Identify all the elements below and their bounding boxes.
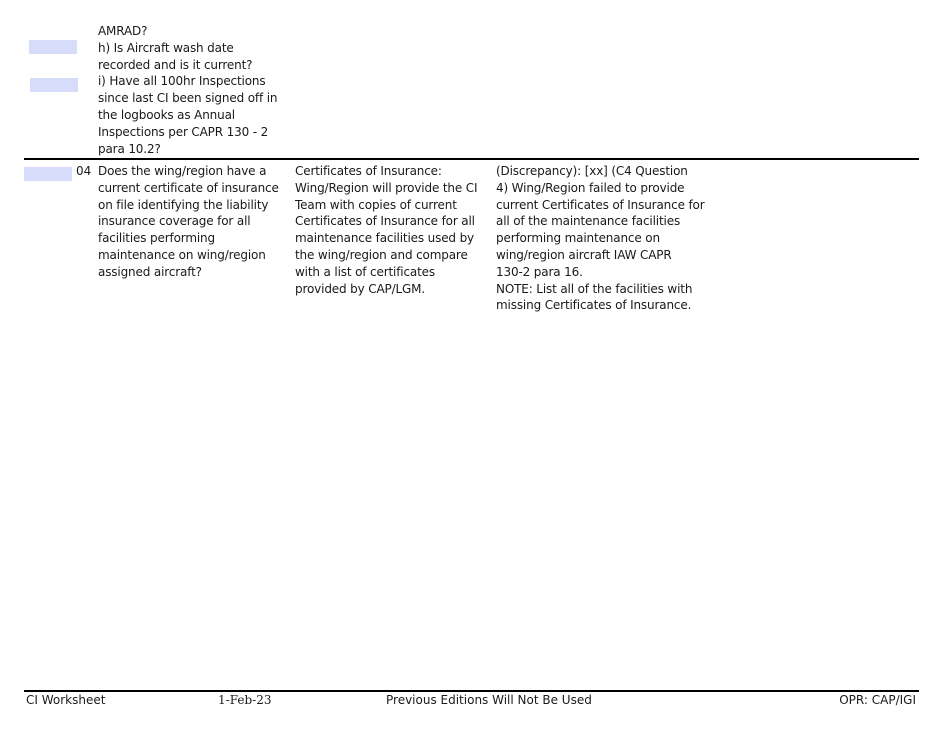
text-line: insurance coverage for all <box>98 214 251 229</box>
text-line: performing maintenance on <box>496 231 660 246</box>
guidance-cell <box>295 163 477 297</box>
row-number: 04 <box>76 164 92 178</box>
text-line: h) Is Aircraft wash date <box>98 40 234 55</box>
top-block-text <box>98 23 277 157</box>
text-line: NOTE: List all of the facilities with <box>496 281 693 296</box>
text-line: wing/region aircraft IAW CAPR <box>496 247 672 262</box>
text-line: with a list of certificates <box>295 264 436 279</box>
text-line: 4) Wing/Region failed to provide <box>496 180 685 195</box>
footer-left: CI Worksheet <box>26 693 106 707</box>
text-line: Certificates of Insurance: <box>295 164 442 178</box>
checkbox-i[interactable] <box>30 78 78 92</box>
text-line: current certificate of insurance <box>98 180 279 195</box>
text-line: Team with copies of current <box>295 197 457 212</box>
text-line: all of the maintenance facilities <box>496 214 681 229</box>
text-line: provided by CAP/LGM. <box>295 281 426 296</box>
text-line: Inspections per CAPR 130 - 2 <box>98 124 269 139</box>
text-line: assigned aircraft? <box>98 264 202 279</box>
question-cell <box>98 163 279 281</box>
text-line: missing Certificates of Insurance. <box>496 298 692 313</box>
text-line: Certificates of Insurance for all <box>295 214 475 229</box>
text-line: para 10.2? <box>98 141 161 156</box>
checkbox-04[interactable] <box>24 167 72 181</box>
text-line: AMRAD? <box>98 24 148 38</box>
text-line: on file identifying the liability <box>98 197 269 212</box>
text-line: the logbooks as Annual <box>98 107 235 122</box>
text-line: i) Have all 100hr Inspections <box>98 74 266 89</box>
text-line: the wing/region and compare <box>295 247 468 262</box>
text-line: maintenance facilities used by <box>295 231 474 246</box>
text-line: current Certificates of Insurance for <box>496 197 705 212</box>
text-line: (Discrepancy): [xx] (C4 Question <box>496 164 688 178</box>
text-line: Does the wing/region have a <box>98 164 267 178</box>
text-line: 130-2 para 16. <box>496 264 583 279</box>
text-line: Wing/Region will provide the CI <box>295 180 478 195</box>
footer-right: OPR: CAP/IGI <box>839 693 916 707</box>
text-line: recorded and is it current? <box>98 57 253 72</box>
text-line: maintenance on wing/region <box>98 247 266 262</box>
row-separator <box>24 158 919 160</box>
text-line: facilities performing <box>98 231 215 246</box>
text-line: since last CI been signed off in <box>98 91 278 106</box>
footer-center: Previous Editions Will Not Be Used <box>386 693 592 707</box>
discrepancy-cell <box>496 163 705 314</box>
footer-date: 1-Feb-23 <box>218 693 272 707</box>
checkbox-h[interactable] <box>29 40 77 54</box>
